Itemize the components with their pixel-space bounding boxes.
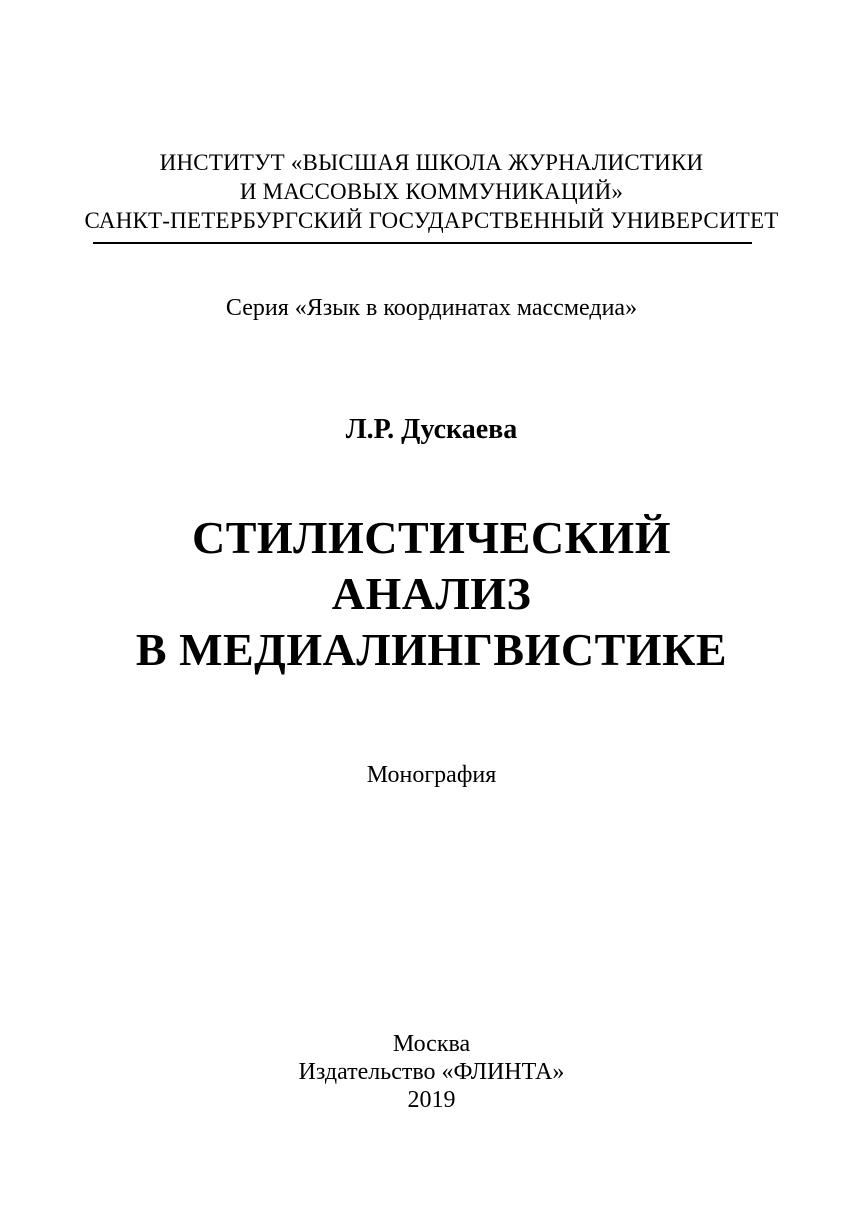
book-title [0,510,863,678]
imprint [0,1030,863,1114]
publication-genre: Монография [366,762,497,788]
imprint-city: Москва [392,1031,471,1057]
institution-line-1: ИНСТИТУТ «ВЫСШАЯ ШКОЛА ЖУРНАЛИСТИКИ [159,150,704,175]
institution-line-3: САНКТ-ПЕТЕРБУРГСКИЙ ГОСУДАРСТВЕННЫЙ УНИВЕРСИТЕТ [84,208,779,233]
title-line-3: В МЕДИАЛИНГВИСТИКЕ [135,624,728,675]
author-name: Л.Р. Дускаева [345,414,518,445]
institution-header [0,148,863,235]
header-divider [93,242,752,244]
series-name: Серия «Язык в координатах массмедиа» [225,295,638,321]
title-line-2: АНАЛИЗ [331,568,532,619]
imprint-publisher: Издательство «ФЛИНТА» [298,1059,565,1085]
title-line-1: СТИЛИСТИЧЕСКИЙ [192,512,671,563]
imprint-year: 2019 [407,1087,456,1113]
institution-line-2: И МАССОВЫХ КОММУНИКАЦИЙ» [239,179,624,204]
